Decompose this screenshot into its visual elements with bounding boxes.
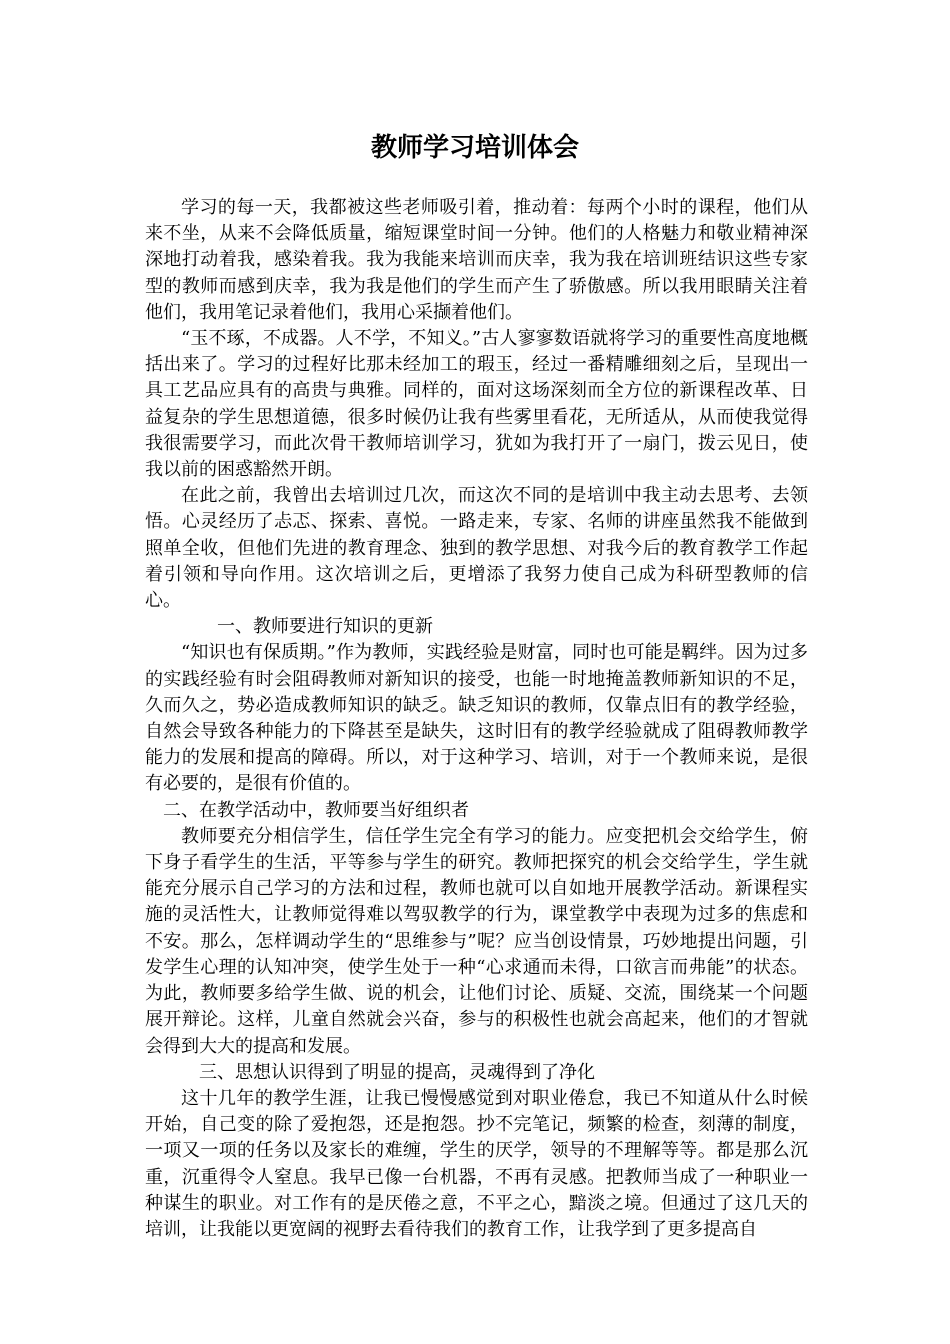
document-title: 教师学习培训体会: [370, 133, 579, 163]
section-heading-thinking-improved: 三、思想认识得到了明显的提高，灵魂得到了净化: [199, 1061, 595, 1083]
section-heading-organizer: 二、在教学活动中，教师要当好组织者: [163, 799, 469, 821]
section-heading-knowledge-update: 一、教师要进行知识的更新: [217, 616, 433, 638]
paragraph-trust-students: 教师要充分相信学生，信任学生完全有学习的能力。应变把机会交给学生，俯下身子看学生的生活，平等参与学生的研究。教师把探究的机会交给学生，学生就能充分展示自己学习的方法和过程，教师也就可以自如地开展教学活动。新课程实施的灵活性大，让教师觉得难以驾驭教学的行为，课堂教学中表现为过多的焦虑和不安。那么，怎样调动学生的“思维参与”呢？应当创设情景，巧妙地提出问题，引发学生心理的认知冲突，使学生处于一种“心求通而未得，口欲言而弗能”的状态。为此，教师要多给学生做、说的机会，让他们讨论、质疑、交流，围绕某一个问题展开辩论。这样，儿童自然就会兴奋，参与的积极性也就会高起来，他们的才智就会得到大大的提高和发展。: [145, 825, 808, 1057]
paragraph-career-reflection: 这十几年的教学生涯，让我已慢慢感觉到对职业倦怠，我已不知道从什么时候开始，自己变的除了爱抱怨，还是抱怨。抄不完笔记，频繁的检查，刻薄的制度，一项又一项的任务以及家长的难缠，学生的厌学，领导的不理解等等。都是那么沉重，沉重得令人窒息。我早已像一台机器，不再有灵感。把教师当成了一种职业一种谋生的职业。对工作有的是厌倦之意，不平之心，黯淡之境。但通过了这几天的培训，让我能以更宽阔的视野去看待我们的教育工作，让我学到了更多提高自: [145, 1087, 808, 1240]
paragraph-previous-training: 在此之前，我曾出去培训过几次，而这次不同的是培训中我主动去思考、去领悟。心灵经历了忐忑、探索、喜悦。一路走来，专家、名师的讲座虽然我不能做到照单全收，但他们先进的教育理念、独到的教学思想、对我今后的教育教学工作起着引领和导向作用。这次培训之后，更增添了我努力使自己成为科研型教师的信心。: [145, 485, 808, 612]
paragraph-knowledge-shelf-life: “知识也有保质期。”作为教师，实践经验是财富，同时也可能是羁绊。因为过多的实践经验有时会阻碍教师对新知识的接受，也能一时地掩盖教师新知识的不足，久而久之，势必造成教师知识的缺乏。缺乏知识的教师，仅靠点旧有的教学经验，自然会导致各种能力的下降甚至是缺失，这时旧有的教学经验就成了阻碍教师教学能力的发展和提高的障碍。所以，对于这种学习、培训，对于一个教师来说，是很有必要的，是很有价值的。: [145, 642, 808, 795]
document-body: [145, 195, 808, 1243]
paragraph-daily-learning: 学习的每一天，我都被这些老师吸引着，推动着：每两个小时的课程，他们从来不坐，从来不会降低质量，缩短课堂时间一分钟。他们的人格魅力和敬业精神深深地打动着我，感染着我。我为我能来培训而庆幸，我为我在培训班结识这些专家型的教师而感到庆幸，我为我是他们的学生而产生了骄傲感。所以我用眼睛关注着他们，我用笔记录着他们，我用心采撷着他们。: [145, 197, 808, 323]
paragraph-jade-quote: “玉不琢，不成器。人不学，不知义。”古人寥寥数语就将学习的重要性高度地概括出来了。学习的过程好比那未经加工的瑕玉，经过一番精雕细刻之后，呈现出一具工艺品应具有的高贵与典雅。同样的，面对这场深刻而全方位的新课程改革、日益复杂的学生思想道德，很多时候仍让我有些雾里看花，无所适从，从而使我觉得我很需要学习，而此次骨干教师培训学习，犹如为我打开了一扇门，拨云见日，使我以前的困惑豁然开朗。: [145, 328, 808, 481]
